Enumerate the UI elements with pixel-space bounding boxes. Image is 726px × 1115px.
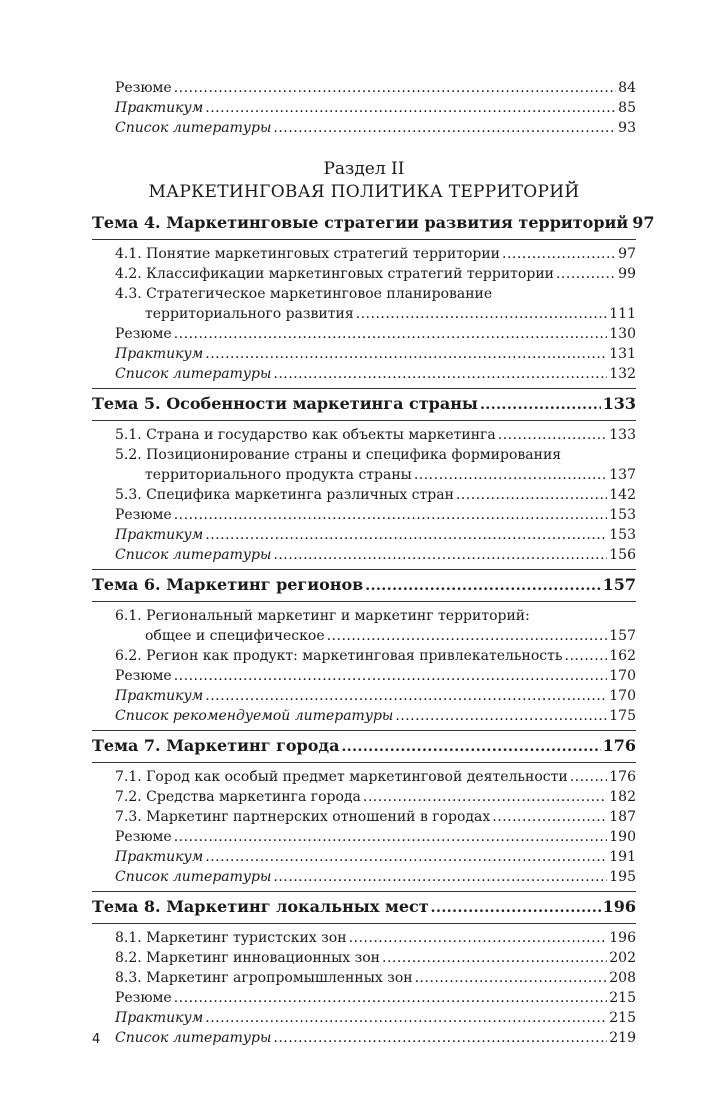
topic-heading[interactable] (92, 212, 655, 235)
topic-heading[interactable] (92, 896, 636, 919)
toc-entry-page: 142 (609, 487, 636, 503)
toc-entry-label: Тема 4. Маркетинговые стратегии развития территорий (92, 213, 629, 232)
topic-heading[interactable] (92, 735, 636, 758)
toc-entry-page: 219 (609, 1030, 636, 1046)
toc-entry-label: Тема 6. Маркетинг регионов (92, 575, 364, 594)
toc-entry[interactable] (92, 78, 636, 98)
toc-entry-page: 156 (609, 547, 636, 563)
toc-entry-page: 157 (609, 628, 636, 644)
toc-entry-label: 7.1. Город как особый предмет маркетинговой деятельности (115, 769, 568, 785)
dot-leader (341, 736, 600, 758)
toc-entry-page: 97 (618, 246, 636, 262)
dot-leader (205, 344, 607, 364)
dot-leader (174, 666, 608, 686)
toc-entry-page: 196 (609, 930, 636, 946)
toc-entry-page: 195 (609, 869, 636, 885)
dot-leader (174, 988, 608, 1008)
dot-leader (205, 98, 616, 118)
dot-leader (273, 867, 607, 887)
toc-entry[interactable] (92, 867, 636, 887)
toc-entry-label: Список литературы (115, 366, 272, 382)
toc-entry-label: Практикум (115, 346, 204, 362)
toc-entry-page: 202 (609, 950, 636, 966)
toc-entry-page: 84 (618, 80, 636, 96)
dot-leader (205, 525, 607, 545)
dot-leader (570, 767, 608, 787)
dot-leader (174, 324, 608, 344)
toc-entry[interactable] (92, 787, 636, 807)
toc-entry-page: 215 (609, 990, 636, 1006)
toc-entry-page: 153 (609, 507, 636, 523)
toc-entry-label: общее и специфическое (145, 628, 325, 644)
toc-entry-label: Тема 8. Маркетинг локальных мест (92, 897, 429, 916)
section-title: МАРКЕТИНГОВАЯ ПОЛИТИКА ТЕРРИТОРИЙ (148, 182, 580, 202)
toc-entry-label: 4.1. Понятие маркетинговых стратегий территории (115, 246, 501, 262)
toc-entry[interactable] (92, 98, 636, 118)
dot-leader (365, 575, 600, 597)
toc-entry-page: 131 (609, 346, 636, 362)
toc-entry[interactable] (92, 244, 636, 264)
dot-leader (414, 465, 607, 485)
toc-entry-page: 176 (609, 769, 636, 785)
topic-divider (92, 601, 636, 602)
dot-leader (205, 847, 607, 867)
toc-entry-page: 153 (609, 527, 636, 543)
dot-leader (415, 968, 608, 988)
toc-entry-page: 175 (609, 708, 636, 724)
toc-entry[interactable] (92, 968, 636, 988)
toc-entry-page: 162 (609, 648, 636, 664)
toc-entry[interactable] (92, 847, 636, 867)
toc-entry-label: 7.3. Маркетинг партнерских отношений в городах (115, 809, 491, 825)
toc-entry-label: Практикум (115, 100, 204, 116)
toc-entry-label: Список литературы (115, 1030, 272, 1046)
toc-entry-page: 215 (609, 1010, 636, 1026)
intro-entries (92, 78, 636, 138)
toc-entry-label: Список литературы (115, 120, 272, 136)
toc-entry[interactable] (92, 827, 636, 847)
toc-entry-label: Практикум (115, 849, 204, 865)
dot-leader (565, 646, 608, 666)
toc-entry[interactable] (92, 928, 636, 948)
topic-divider (92, 923, 636, 924)
toc-entry-page: 85 (618, 100, 636, 116)
toc-entry-label: 5.1. Страна и государство как объекты маркетинга (115, 427, 496, 443)
toc-entry[interactable] (92, 545, 636, 565)
toc-entry-label: Резюме (115, 80, 172, 96)
topic-divider (92, 239, 636, 240)
dot-leader (492, 807, 607, 827)
dot-leader (431, 897, 601, 919)
section-number: Раздел II (323, 159, 405, 179)
toc-entry-page: 187 (609, 809, 636, 825)
dot-leader (327, 626, 608, 646)
toc-entry-page: 196 (602, 897, 636, 916)
toc-entry-label: Резюме (115, 990, 172, 1006)
page-number: 4 (92, 1032, 101, 1047)
toc-entry[interactable] (92, 324, 636, 344)
topic-heading[interactable] (92, 574, 636, 597)
dot-leader (498, 425, 608, 445)
toc-entry-page: 97 (632, 213, 655, 232)
dot-leader (556, 264, 616, 284)
toc-entry-label: 8.2. Маркетинг инновационных зон (115, 950, 380, 966)
toc-entry-label: 8.1. Маркетинг туристских зон (115, 930, 347, 946)
dot-leader (273, 364, 607, 384)
toc-entry-label: территориального продукта страны (145, 467, 412, 483)
toc-entry-label: Резюме (115, 829, 172, 845)
toc-entry-page: 132 (609, 366, 636, 382)
toc-entry-page: 190 (609, 829, 636, 845)
section-heading (92, 158, 636, 204)
dot-leader (480, 394, 601, 416)
toc-entry-page: 99 (618, 266, 636, 282)
dot-leader (174, 78, 616, 98)
toc-entry[interactable] (92, 706, 636, 726)
dot-leader (382, 948, 607, 968)
toc-entry[interactable] (92, 646, 636, 666)
toc-entry-label: 5.3. Специфика маркетинга различных стран (115, 487, 454, 503)
toc-entry-first-line: 4.3. Стратегическое маркетинговое планирование (115, 286, 493, 302)
toc-entry-label: Резюме (115, 668, 172, 684)
topic-divider (92, 569, 636, 570)
topic-divider (92, 762, 636, 763)
toc-entry-page: 93 (618, 120, 636, 136)
toc-entry[interactable] (92, 1028, 636, 1048)
toc-entry-label: Список литературы (115, 869, 272, 885)
dot-leader (205, 686, 607, 706)
toc-entry[interactable] (92, 626, 636, 646)
toc-entry-page: 137 (609, 467, 636, 483)
toc-entry[interactable] (92, 344, 636, 364)
toc-entry[interactable] (92, 666, 636, 686)
toc-entry-page: 133 (602, 394, 636, 413)
dot-leader (349, 928, 608, 948)
toc-entry-page: 208 (609, 970, 636, 986)
toc-entry-page: 157 (602, 575, 636, 594)
dot-leader (174, 505, 608, 525)
toc-entry[interactable] (92, 948, 636, 968)
toc-entry-label: Практикум (115, 1010, 204, 1026)
toc-entry[interactable] (92, 767, 636, 787)
topic-divider (92, 420, 636, 421)
toc-entry[interactable] (92, 304, 636, 324)
toc-entry-label: Резюме (115, 326, 172, 342)
dot-leader (174, 827, 608, 847)
toc-entry[interactable] (92, 425, 636, 445)
toc-entry-first-line: 5.2. Позиционирование страны и специфика формирования (115, 447, 562, 463)
dot-leader (363, 787, 607, 807)
dot-leader (356, 304, 608, 324)
toc-entry[interactable] (92, 686, 636, 706)
toc-entry[interactable] (92, 264, 636, 284)
topics-list (92, 212, 655, 1048)
toc-entry[interactable] (92, 465, 636, 485)
dot-leader (502, 244, 616, 264)
toc-entry-label: Резюме (115, 507, 172, 523)
toc-entry-label: Практикум (115, 688, 204, 704)
dot-leader (273, 1028, 607, 1048)
toc-entry-page: 111 (609, 306, 636, 322)
toc-entry-page: 191 (609, 849, 636, 865)
toc-entry-page: 182 (609, 789, 636, 805)
toc-entry[interactable] (92, 988, 636, 1008)
toc-entry-label: Тема 5. Особенности маркетинга страны (92, 394, 478, 413)
dot-leader (273, 118, 616, 138)
toc-entry-label: Тема 7. Маркетинг города (92, 736, 340, 755)
toc-entry-label: Практикум (115, 527, 204, 543)
toc-entry-label: 7.2. Средства маркетинга города (115, 789, 361, 805)
topic-divider (92, 388, 636, 389)
toc-entry[interactable] (92, 485, 636, 505)
toc-entry-page: 133 (609, 427, 636, 443)
dot-leader (395, 706, 607, 726)
topic-divider (92, 891, 636, 892)
toc-entry[interactable] (92, 364, 636, 384)
toc-entry[interactable] (92, 118, 636, 138)
toc-entry-page: 170 (609, 688, 636, 704)
dot-leader (456, 485, 607, 505)
toc-entry-label: Список литературы (115, 547, 272, 563)
toc-entry-label: 6.2. Регион как продукт: маркетинговая привлекательность (115, 648, 563, 664)
dot-leader (273, 545, 607, 565)
toc-entry[interactable] (92, 807, 636, 827)
toc-entry-label: 8.3. Маркетинг агропромышленных зон (115, 970, 413, 986)
toc-entry[interactable] (92, 525, 636, 545)
toc-entry-page: 130 (609, 326, 636, 342)
toc-entry-page: 176 (602, 736, 636, 755)
topic-heading[interactable] (92, 393, 636, 416)
toc-entry-label: территориального развития (145, 306, 354, 322)
toc-page (92, 78, 655, 1048)
toc-entry-label: 4.2. Классификации маркетинговых стратегий территории (115, 266, 554, 282)
toc-entry-label: Список рекомендуемой литературы (115, 708, 394, 724)
dot-leader (205, 1008, 607, 1028)
toc-entry-first-line: 6.1. Региональный маркетинг и маркетинг территорий: (115, 608, 530, 624)
toc-entry[interactable] (92, 505, 636, 525)
toc-entry[interactable] (92, 1008, 636, 1028)
topic-divider (92, 730, 636, 731)
toc-entry-page: 170 (609, 668, 636, 684)
